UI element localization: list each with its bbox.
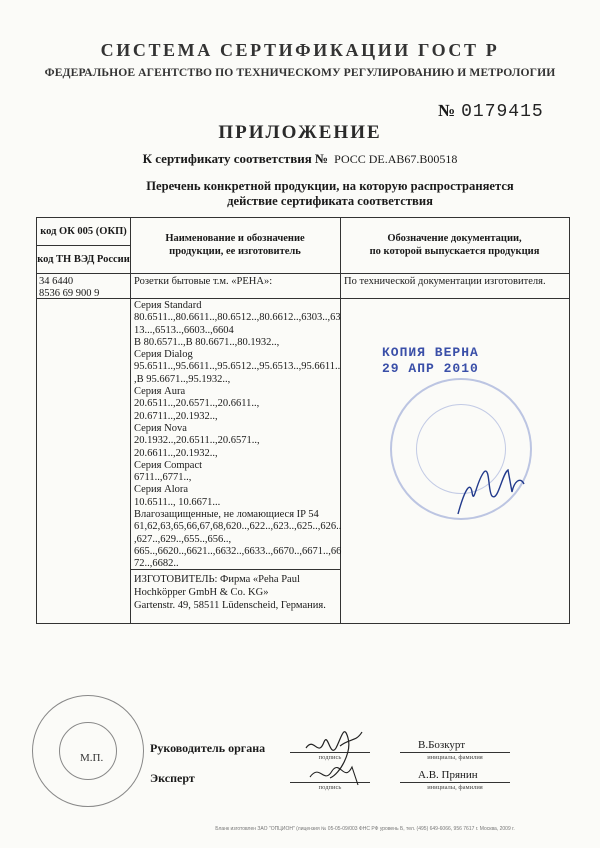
list-item: Серия Aura — [134, 386, 186, 398]
mp-mark: М.П. — [80, 752, 104, 764]
table-divider — [37, 245, 130, 246]
product-title: Розетки бытовые т.м. «PEHA»: — [134, 276, 273, 287]
form-footer: Бланк изготовлен ЗАО "ОПЦИОН" (лицензия № 05-05-09/003 ФНС РФ уровень Б, тел. (495) 649-6066, 956 7617 г. Москва, 2009 г. — [215, 826, 515, 832]
header-code-ok: код ОК 005 (ОКП) — [40, 226, 127, 237]
expert-name: А.В. Прянин — [418, 769, 478, 781]
certificate-reference — [0, 151, 600, 167]
list-item: 61,62,63,65,66,67,68,620..,622..,623..,625..,626.. — [134, 521, 342, 533]
list-item: 20.6711..,20.1932.., — [134, 410, 218, 422]
manufacturer-line: Hochköpper GmbH & Co. KG» — [134, 587, 269, 598]
code-ok-value: 34 6440 — [39, 276, 74, 287]
header-name — [130, 232, 340, 258]
copy-stamp — [382, 345, 479, 377]
manufacturer-line: Gartenstr. 49, 58511 Lüdenscheid, Германия. — [134, 600, 326, 611]
signature-caption: подпись — [318, 754, 342, 761]
copy-stamp-line-1: КОПИЯ ВЕРНА — [382, 345, 479, 360]
list-item: Серия Dialog — [134, 349, 193, 361]
manufacturer-cell — [134, 573, 339, 612]
certificate-label: К сертификату соответствия № — [142, 151, 329, 166]
header-docs — [340, 232, 569, 258]
signature-caption: подпись — [318, 784, 342, 791]
system-title: СИСТЕМА СЕРТИФИКАЦИИ ГОСТ Р — [100, 40, 500, 60]
form-number — [438, 101, 544, 122]
name-caption: инициалы, фамилия — [427, 784, 483, 791]
number-prefix: № — [438, 101, 456, 120]
product-list — [134, 300, 342, 571]
list-item: 665..,6620..,6621..,6632..,6633..,6670..,6671..,66 — [134, 545, 342, 557]
copy-stamp-line-2: 29 АПР 2010 — [382, 361, 479, 376]
table-divider — [130, 218, 131, 623]
header-name-line-2: продукции, ее изготовитель — [169, 246, 301, 257]
docs-text: По технической документации изготовителя. — [344, 276, 546, 287]
list-item: Серия Alora — [134, 484, 189, 496]
manufacturer-line: ИЗГОТОВИТЕЛЬ: Фирма «Peha Paul — [134, 574, 300, 585]
list-item: 10.6511.., 10.6671... — [134, 496, 221, 508]
list-item: Серия Standard — [134, 300, 202, 311]
list-item: Влагозащищенные, не ломающиеся IP 54 — [134, 509, 319, 521]
table-divider — [37, 298, 569, 299]
list-item: 95.6511..,95.6611..,95.6512..,95.6513..,95.6611.. — [134, 361, 341, 373]
list-item: ,627..,629..,655..,656.., — [134, 533, 232, 545]
list-item: Серия Compact — [134, 459, 203, 471]
header-docs-line-1: Обозначение документации, — [387, 233, 522, 244]
list-item: 6711..,6771.., — [134, 472, 192, 484]
heading-line-1: Перечень конкретной продукции, на которую распространяется — [146, 179, 514, 193]
header-code-tn: код ТН ВЭД России — [37, 254, 130, 265]
organ-seal — [32, 695, 144, 807]
name-line — [400, 782, 510, 783]
list-item: 20.6611..,20.1932.., — [134, 447, 218, 459]
signature-image — [450, 462, 530, 522]
table-divider — [340, 218, 341, 623]
expert-label: Эксперт — [150, 771, 195, 785]
code-cell — [39, 276, 99, 301]
certificate-number: РОСС DE.AB67.B00518 — [334, 152, 458, 166]
list-item: ,В 95.6671..,95.1932.., — [134, 373, 231, 385]
head-label: Руководитель органа — [150, 741, 266, 755]
header-name-line-1: Наименование и обозначение — [165, 233, 305, 244]
form-number-value: 0179415 — [461, 102, 544, 122]
expert-signature-image — [300, 755, 380, 795]
list-item: 72..,6682.. — [134, 558, 179, 570]
page-title: ПРИЛОЖЕНИЕ — [218, 122, 382, 143]
list-item: 13...,6513..,6603..,6604 — [134, 324, 234, 336]
list-item: 20.1932..,20.6511..,20.6571.., — [134, 435, 260, 447]
code-tn-value: 8536 69 900 9 — [39, 288, 100, 300]
agency-title: ФЕДЕРАЛЬНОЕ АГЕНТСТВО ПО ТЕХНИЧЕСКОМУ РЕГУЛИРОВАНИЮ И МЕТРОЛОГИИ — [44, 66, 556, 79]
list-item: Серия Nova — [134, 422, 187, 434]
heading-line-2: действие сертификата соответствия — [227, 194, 433, 208]
table-divider — [37, 273, 569, 274]
name-caption: инициалы, фамилия — [427, 754, 483, 761]
list-item: 80.6511..,80.6611..,80.6512..,80.6612..,6303..,63 — [134, 312, 341, 324]
product-list-heading — [60, 179, 600, 209]
list-item: В 80.6571..,В 80.6671..,80.1932.., — [134, 336, 280, 348]
list-item: 20.6511..,20.6571..,20.6611.., — [134, 398, 260, 410]
header-docs-line-2: по которой выпускается продукция — [369, 246, 540, 257]
seal-inner-ring — [59, 722, 117, 780]
head-name: В.Бозкурт — [418, 739, 466, 751]
name-line — [400, 752, 510, 753]
